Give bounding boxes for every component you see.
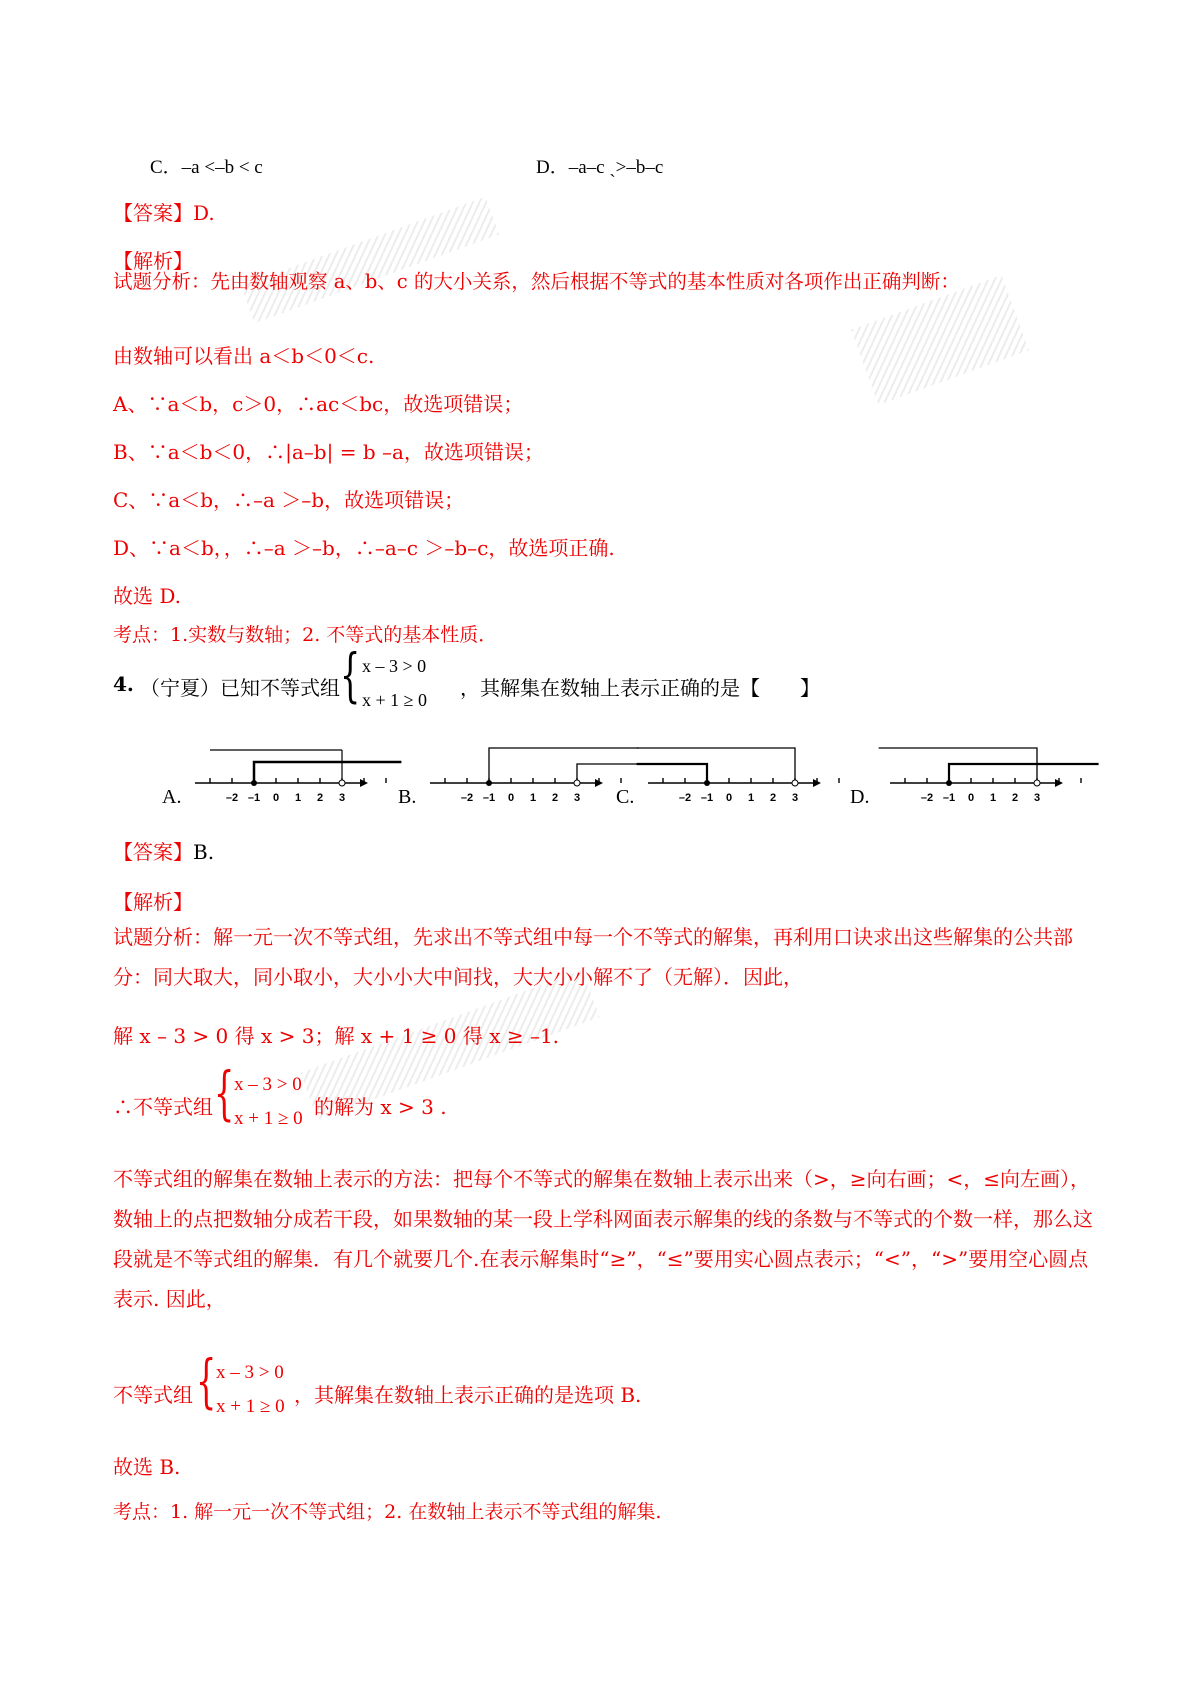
tick-label: 3 <box>1033 792 1041 804</box>
solid-point <box>486 780 492 786</box>
solution-ray <box>637 764 707 783</box>
tick-label: 2 <box>551 792 559 804</box>
system-eq-2: x + 1 ≥ 0 <box>234 1108 303 1129</box>
q4-stem-system <box>340 641 450 720</box>
tick-label: 1 <box>294 792 302 804</box>
tick-label: –2 <box>678 792 692 804</box>
tick-label: –2 <box>920 792 934 804</box>
system-eq-1: x – 3 > 0 <box>234 1074 302 1095</box>
q3-line-5: C、∵a＜b，∴–a ＞–b，故选项错误； <box>113 488 465 512</box>
hollow-point <box>792 780 798 786</box>
tick-label: 2 <box>769 792 777 804</box>
q4-final-prefix: 不等式组 <box>113 1383 193 1407</box>
option-c-prev: C．–a <–b < c <box>150 157 263 178</box>
system-eq-1: x – 3 > 0 <box>216 1362 284 1383</box>
q4-conclusion: 故选 B. <box>113 1455 181 1479</box>
q4-therefore-system <box>214 1059 324 1138</box>
system-eq-1: x – 3 > 0 <box>362 656 427 676</box>
tick-label: –2 <box>225 792 239 804</box>
number-line-option-d <box>885 740 1085 810</box>
answer-value: B. <box>193 840 215 864</box>
tick-label: 0 <box>272 792 280 804</box>
tick-label: 3 <box>791 792 799 804</box>
q3-kaodian: 考点：1.实数与数轴；2. 不等式的基本性质． <box>113 624 498 646</box>
q4-solve-line: 解 x – 3 > 0 得 x > 3；解 x + 1 ≥ 0 得 x ≥ –1. <box>113 1024 560 1048</box>
q3-line-1: 试题分析：先由数轴观察 a、b、c 的大小关系，然后根据不等式的基本性质对各项作出正确判断： <box>113 270 960 293</box>
tick-label: 0 <box>507 792 515 804</box>
q4-stem-after: ，其解集在数轴上表示正确的是【 】 <box>460 676 820 700</box>
tick-label: 0 <box>725 792 733 804</box>
tick-label: 1 <box>747 792 755 804</box>
brace-icon: { <box>214 1059 235 1127</box>
q4-stem-before: （宁夏）已知不等式组 <box>140 676 340 700</box>
tick-label: –1 <box>247 792 261 804</box>
q4-final-system <box>196 1347 306 1426</box>
option-d-prev: D．–a–c ˏ>–b–c <box>536 157 664 178</box>
tick-label: 2 <box>1011 792 1019 804</box>
q3-line-4: B、∵a＜b＜0，∴|a–b| = b –a，故选项错误； <box>113 440 544 464</box>
hollow-point <box>339 780 345 786</box>
tick-label: –2 <box>460 792 474 804</box>
answer-tag: 【答案】 <box>113 840 193 864</box>
solution-ray <box>577 764 639 783</box>
solution-ray <box>879 748 1037 783</box>
tick-label: 1 <box>529 792 537 804</box>
tick-label: 1 <box>989 792 997 804</box>
option-b-label: B. <box>398 786 417 808</box>
system-eq-2: x + 1 ≥ 0 <box>216 1396 285 1417</box>
number-line-option-b <box>425 740 625 810</box>
tick-label: 3 <box>338 792 346 804</box>
tick-label: 2 <box>316 792 324 804</box>
q3-line-3: A、∵a＜b，c＞0，∴ac＜bc，故选项错误； <box>113 392 524 416</box>
answer-value: D. <box>193 201 215 225</box>
tick-label: –1 <box>700 792 714 804</box>
q3-line-2: 由数轴可以看出 a＜b＜0＜c. <box>113 344 375 368</box>
watermark-right <box>851 275 1029 405</box>
hollow-point <box>1034 780 1040 786</box>
brace-icon: { <box>196 1347 217 1415</box>
q4-kaodian: 考点：1. 解一元一次不等式组；2. 在数轴上表示不等式组的解集. <box>113 1501 662 1523</box>
q4-final-suffix: ，其解集在数轴上表示正确的是选项 B. <box>294 1383 642 1407</box>
solution-ray <box>489 748 639 783</box>
tick-label: 0 <box>967 792 975 804</box>
q4-method-paragraph: 不等式组的解集在数轴上表示的方法：把每个不等式的解集在数轴上表示出来（>，≥向右画；<，≤向左画），数轴上的点把数轴分成若干段，如果数轴的某一段上学科网面表示解集的线的条数与不等式的个数一样，那么这段就是不等式组的解集．有几个就要几个.在表示解集时“≥”，“≤”要用实心圆点表示；“<”，“>”要用空心圆点表示. 因此， <box>113 1167 1093 1311</box>
q4-answer <box>113 836 214 865</box>
option-c-label: C. <box>616 786 635 808</box>
tick-label: –1 <box>942 792 956 804</box>
solid-point <box>946 780 952 786</box>
q4-therefore-suffix: 的解为 x > 3 . <box>314 1095 447 1119</box>
tick-label: 3 <box>573 792 581 804</box>
q4-therefore-prefix: ∴不等式组 <box>113 1095 213 1119</box>
q4-analysis-tag: 【解析】 <box>113 890 193 914</box>
option-a-label: A. <box>162 786 182 808</box>
system-eq-2: x + 1 ≥ 0 <box>362 690 428 710</box>
q3-answer <box>113 197 215 226</box>
solid-point <box>251 780 257 786</box>
q4-number: 4. <box>113 672 134 696</box>
answer-tag: 【答案】 <box>113 201 193 225</box>
watermark-left <box>241 197 499 324</box>
number-line-option-a <box>190 740 390 810</box>
q3-analysis-tag: 【解析】 <box>113 249 193 273</box>
solution-ray <box>637 748 795 783</box>
q3-line-6: D、∵a＜b，，∴–a ＞–b，∴–a–c ＞–b–c，故选项正确. <box>113 536 615 560</box>
solid-point <box>704 780 710 786</box>
tick-label: –1 <box>482 792 496 804</box>
number-line-option-c <box>643 740 843 810</box>
brace-icon: { <box>340 641 361 709</box>
option-d-label: D. <box>850 786 870 808</box>
q3-conclusion: 故选 D. <box>113 584 182 608</box>
q4-analysis-paragraph: 试题分析：解一元一次不等式组，先求出不等式组中每一个不等式的解集，再利用口诀求出这些解集的公共部分：同大取大，同小取小，大小小大中间找，大大小小解不了（无解）．因此， <box>113 925 1073 989</box>
hollow-point <box>574 780 580 786</box>
